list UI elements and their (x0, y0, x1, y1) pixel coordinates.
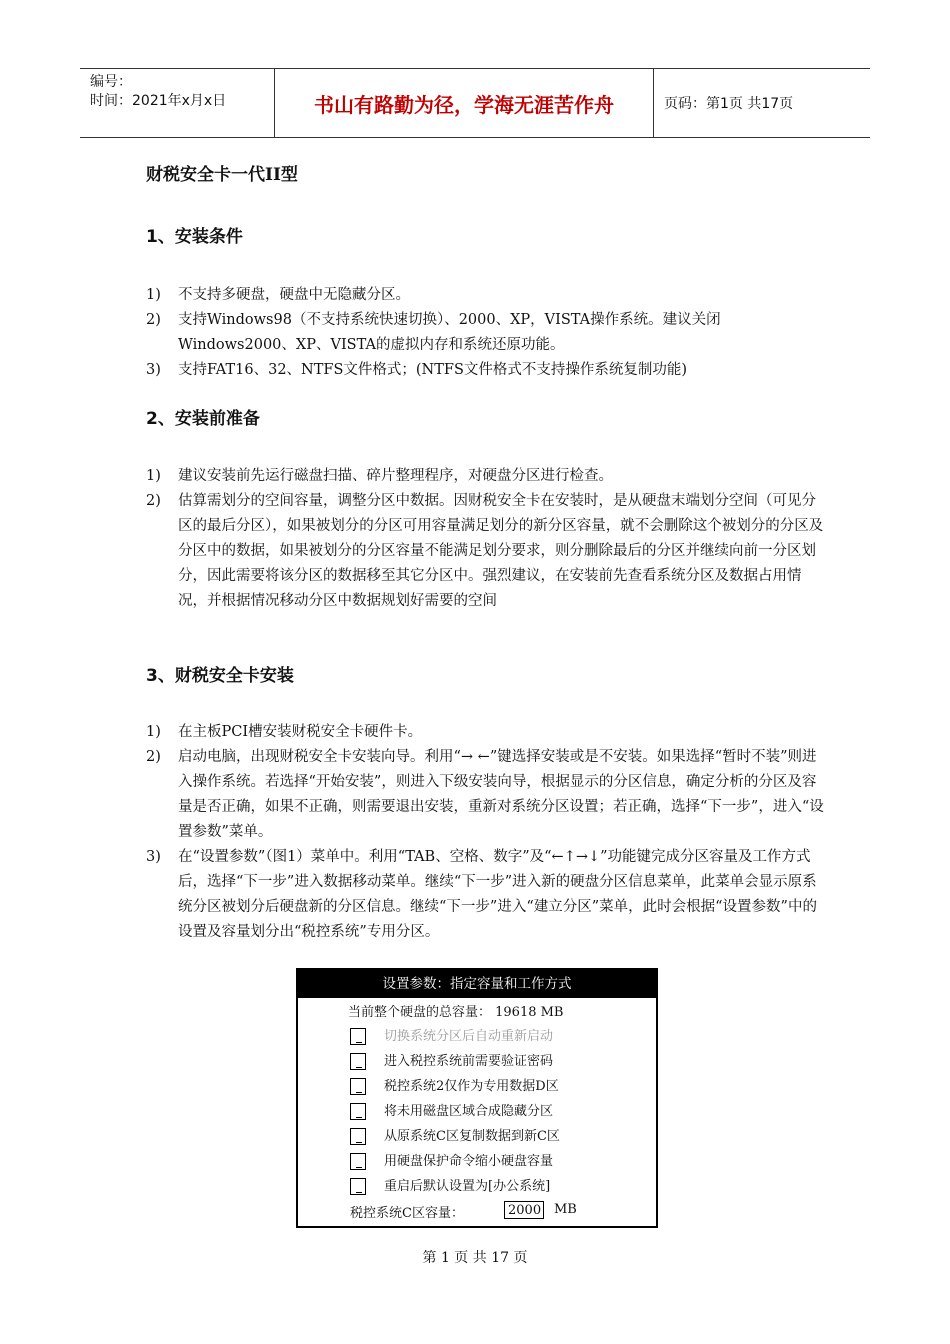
section-1-list (146, 283, 826, 383)
settings-dialog-figure (296, 968, 658, 1228)
option-label: 切换系统分区后自动重新启动 (384, 1029, 554, 1044)
option-checkbox[interactable] (350, 1078, 366, 1095)
header-page-info: 页码：第1页 共17页 (664, 96, 794, 112)
option-checkbox[interactable] (350, 1153, 366, 1170)
item-number: 2) (146, 493, 161, 509)
list-item (146, 308, 826, 358)
time-label: 时间：2021年x月x日 (90, 93, 227, 109)
item-text: 支持Windows98（不支持系统快速切换）、2000、XP，VISTA操作系统。建议关闭Windows2000、XP、VISTA的虚拟内存和系统还原功能。 (178, 312, 721, 353)
section-heading-3: 3、财税安全卡安装 (146, 666, 294, 686)
item-text: 估算需划分的空间容量，调整分区中数据。因财税安全卡在安装时，是从硬盘末端划分空间（可见分区的最后分区），如果被划分的分区可用容量满足划分的新分区容量，就不会删除这个被划分的分区及分区中的数据，如果被划分的分区容量不能满足划分要求，则分删除最后的分区并继续向前一分区划分，因此需要将该分区的数据移至其它分区中。强烈建议，在安装前先查看系统分区及数据占用情况，并根据情况移动分区中数据规划好需要的空间 (178, 493, 824, 609)
capacity-input[interactable]: 2000 (504, 1201, 544, 1219)
item-text: 启动电脑，出现财税安全卡安装向导。利用“→ ←”键选择安装或是不安装。如果选择“暂时不装”则进入操作系统。若选择“开始安装”，则进入下级安装向导，根据显示的分区信息，确定分析的分区及容量是否正确，如果不正确，则需要退出安装，重新对系统分区设置；若正确，选择“下一步”，进入“设置参数”菜单。 (178, 749, 824, 840)
list-item (146, 489, 826, 614)
total-capacity-label: 当前整个硬盘的总容量： 19618 MB (348, 1005, 564, 1020)
page-footer: 第 1 页 共 17 页 (422, 1250, 528, 1266)
item-number: 2) (146, 312, 161, 328)
item-number: 1) (146, 724, 161, 740)
item-text: 在“设置参数”（图1）菜单中。利用“TAB、空格、数字”及“←↑→↓”功能键完成分区容量及工作方式后，选择“下一步”进入数据移动菜单。继续“下一步”进入新的硬盘分区信息菜单，此菜单会显示原系统分区被划分后硬盘新的分区信息。继续“下一步”进入“建立分区”菜单，此时会根据“设置参数”中的设置及容量划分出“税控系统”专用分区。 (178, 849, 817, 940)
item-number: 3) (146, 362, 161, 378)
item-number: 1) (146, 468, 161, 484)
item-text: 不支持多硬盘，硬盘中无隐藏分区。 (178, 287, 410, 303)
page-header (80, 68, 870, 138)
item-number: 1) (146, 287, 161, 303)
item-number: 3) (146, 849, 161, 865)
capacity-label: 税控系统C区容量： (350, 1206, 464, 1221)
item-text: 在主板PCI槽安装财税安全卡硬件卡。 (178, 724, 423, 740)
list-item (146, 845, 826, 945)
option-checkbox[interactable] (350, 1128, 366, 1145)
option-label: 重启后默认设置为[办公系统] (384, 1179, 551, 1194)
option-label: 用硬盘保护命令缩小硬盘容量 (384, 1154, 554, 1169)
option-label: 从原系统C区复制数据到新C区 (384, 1129, 560, 1144)
section-heading-2: 2、安装前准备 (146, 409, 260, 429)
number-label: 编号： (90, 74, 132, 90)
list-item (146, 358, 826, 383)
item-number: 2) (146, 749, 161, 765)
dialog-title: 设置参数：指定容量和工作方式 (298, 970, 656, 998)
option-checkbox[interactable] (350, 1053, 366, 1070)
list-item (146, 283, 826, 308)
section-3-list (146, 720, 826, 945)
doc-title: 财税安全卡一代II型 (146, 165, 298, 185)
item-text: 建议安装前先运行磁盘扫描、碎片整理程序，对硬盘分区进行检查。 (178, 468, 613, 484)
list-item (146, 464, 826, 489)
option-checkbox[interactable] (350, 1178, 366, 1195)
list-item (146, 720, 826, 745)
option-label: 进入税控系统前需要验证密码 (384, 1054, 554, 1069)
option-checkbox[interactable] (350, 1103, 366, 1120)
option-label: 税控系统2仅作为专用数据D区 (384, 1079, 559, 1094)
header-meta (90, 73, 270, 111)
item-text: 支持FAT16、32、NTFS文件格式；(NTFS文件格式不支持操作系统复制功能) (178, 362, 688, 378)
header-motto: 书山有路勤为径，学海无涯苦作舟 (274, 69, 654, 137)
option-label: 将未用磁盘区域合成隐藏分区 (384, 1104, 554, 1119)
capacity-unit: MB (554, 1202, 577, 1217)
list-item (146, 745, 826, 845)
section-heading-1: 1、安装条件 (146, 227, 243, 247)
option-checkbox[interactable] (350, 1028, 366, 1045)
section-2-list (146, 464, 826, 614)
